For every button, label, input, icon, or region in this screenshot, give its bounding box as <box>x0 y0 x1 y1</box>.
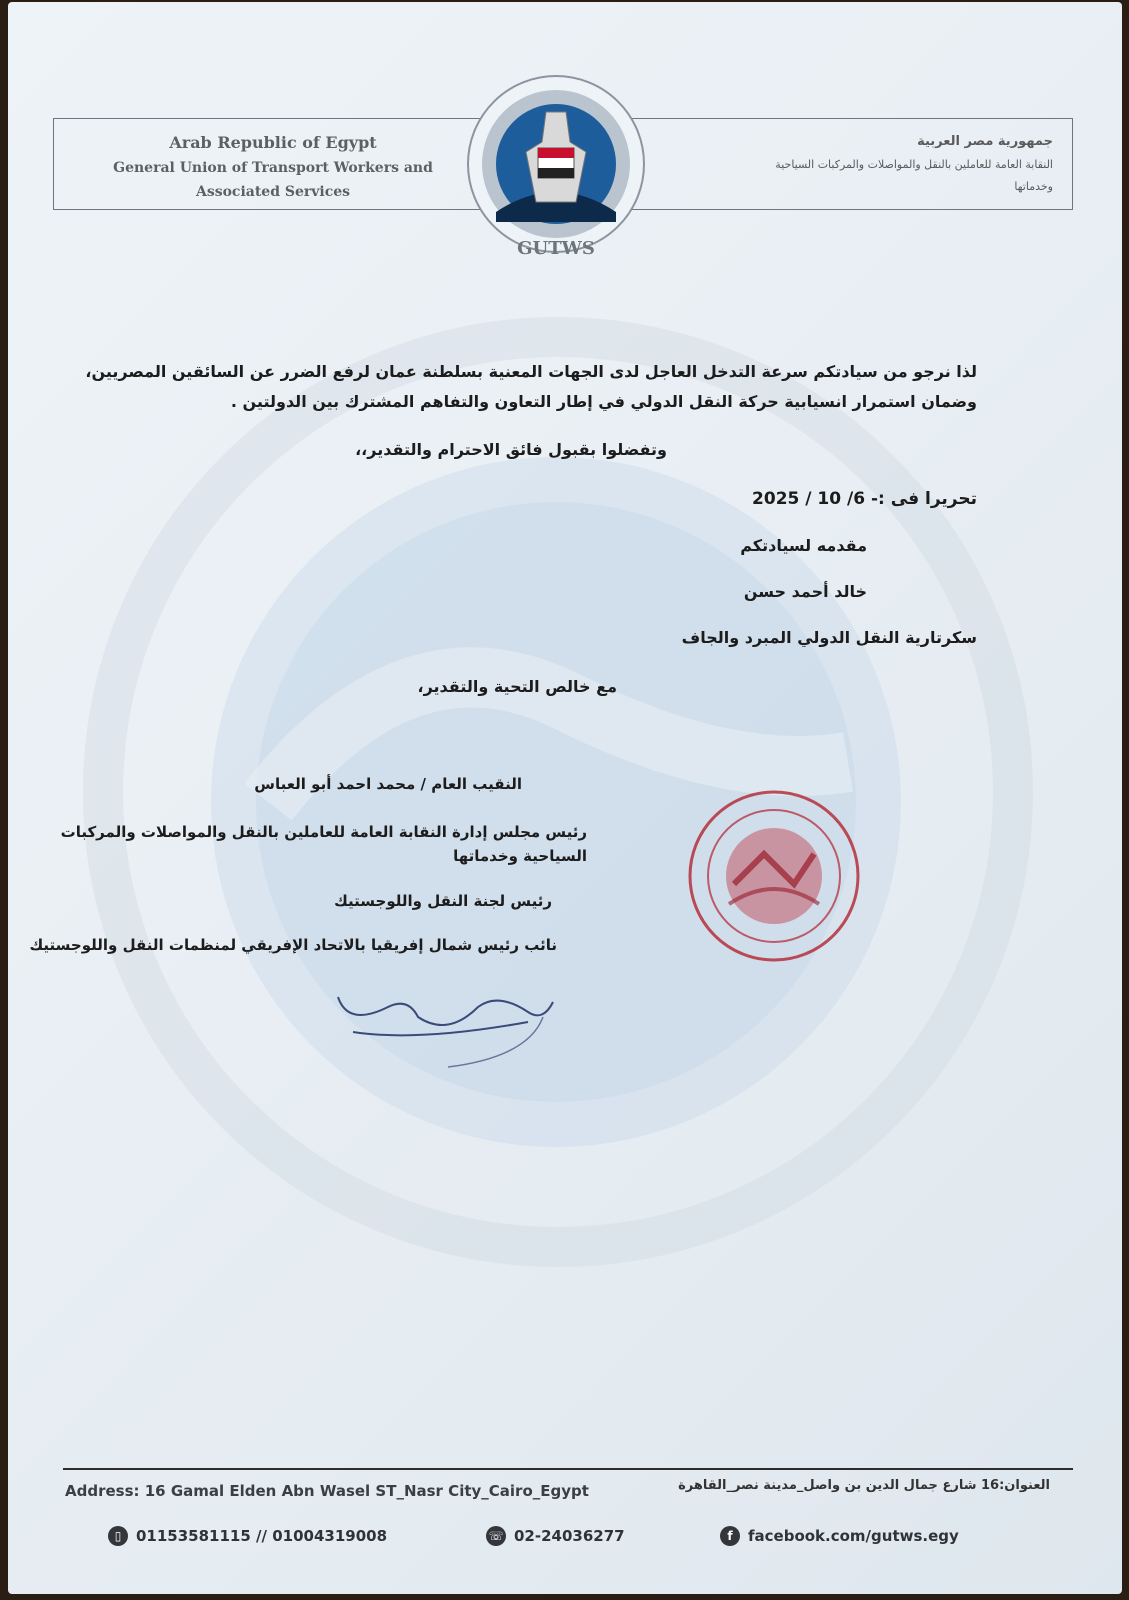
letterhead-ar-line3: وخدماتها <box>1014 180 1053 193</box>
letter-greeting: مع خالص التحية والتقدير، <box>417 677 617 696</box>
letterhead-en-line3: Associated Services <box>195 184 351 200</box>
letter-date: تحريرا فى :- 6/ 10 / 2025 <box>752 489 977 509</box>
address-english: Address: 16 Gamal Elden Abn Wasel ST_Nasr City_Cairo_Egypt <box>65 1482 589 1500</box>
official-stamp-icon <box>684 784 864 974</box>
letterhead-english <box>78 130 468 204</box>
letter-closing: وتفضلوا بقبول فائق الاحترام والتقدير،، <box>355 440 667 459</box>
union-logo-icon <box>466 72 646 262</box>
contact-facebook <box>720 1526 959 1546</box>
contact-phone <box>486 1526 625 1546</box>
letterhead-en-line2: General Union of Transport Workers and <box>113 160 433 176</box>
mobile-numbers: 01153581115 // 01004319008 <box>136 1527 388 1545</box>
letter-page <box>8 2 1122 1594</box>
phone-number: 02-24036277 <box>514 1527 625 1545</box>
letterhead-ar-line2: النقابة العامة للعاملين بالنقل والمواصلات والمركبات السياحية <box>775 158 1053 171</box>
signatory-name: النقيب العام / محمد احمد أبو العباس <box>254 775 522 793</box>
mobile-icon: ▯ <box>108 1526 128 1546</box>
sender-name: خالد أحمد حسن <box>743 582 867 601</box>
facebook-link[interactable]: facebook.com/gutws.egy <box>748 1527 959 1545</box>
letterhead-en-line1: Arab Republic of Egypt <box>169 133 377 152</box>
handwritten-signature <box>328 987 568 1077</box>
sender-title: سكرتارية النقل الدولي المبرد والجاف <box>681 628 977 647</box>
letter-body: لذا نرجو من سيادتكم سرعة التدخل العاجل لدى الجهات المعنية بسلطنة عمان لرفع الضرر عن السائقين المصريين، وضمان استمرار انسيابية حركة النقل الدولي في إطار التعاون والتفاهم المشترك بين الدولتين . <box>85 362 977 411</box>
letterhead-ar-line1: جمهورية مصر العربية <box>917 134 1053 149</box>
signatory-role-1: رئيس مجلس إدارة النقابة العامة للعاملين بالنقل والمواصلات والمركبات السياحية وخدماتها <box>60 823 587 865</box>
letterhead-arabic <box>658 130 1053 198</box>
sender-intro: مقدمه لسيادتكم <box>740 536 867 555</box>
footer-divider <box>63 1468 1073 1470</box>
contact-mobile <box>108 1526 387 1546</box>
facebook-icon: f <box>720 1526 740 1546</box>
phone-icon: ☏ <box>486 1526 506 1546</box>
signatory-role-3: نائب رئيس شمال إفريقيا بالاتحاد الإفريقي لمنظمات النقل واللوجستيك <box>29 936 557 954</box>
logo-text: GUTWS <box>517 238 595 259</box>
signatory-role-2: رئيس لجنة النقل واللوجستيك <box>334 892 552 910</box>
address-arabic: العنوان:16 شارع جمال الدين بن واصل_مدينة نصر_القاهرة <box>678 1478 1050 1493</box>
